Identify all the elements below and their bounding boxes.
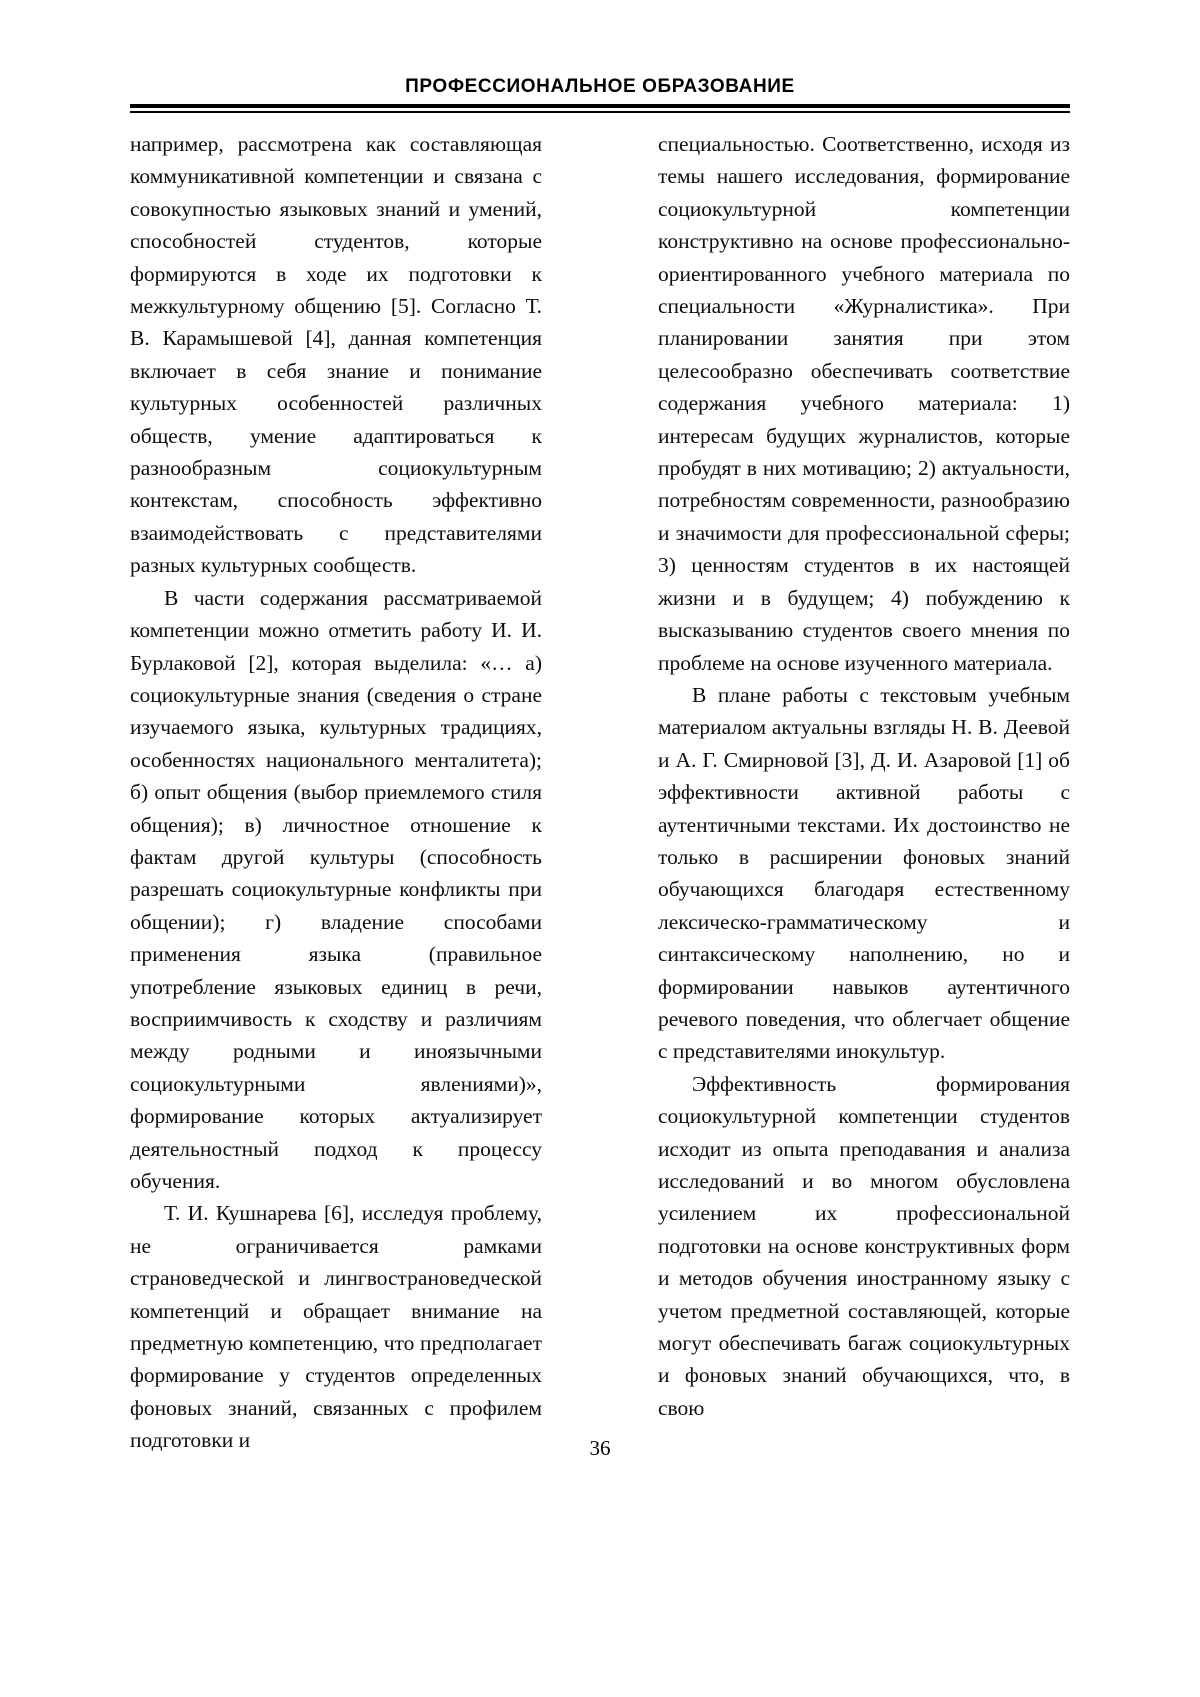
page-number: 36 [589,1436,611,1460]
paragraph: например, рассмотрена как составляющая коммуникативной компетенции и связана с совокупностью языковых знаний и умений, способностей студентов, которые формируются в ходе их подготовки к межкультурному общению [5]. Согласно Т. В. Карамышевой [4], данная компетенция включает в себя знание и понимание культурных особенностей различных обществ, умение адаптироваться к разнообразным социокультурным контекстам, способность эффективно взаимодействовать с представителями разных культурных сообществ. [130,132,542,578]
two-column-body [130,128,1070,1457]
paragraph: В части содержания рассматриваемой компетенции можно отметить работу И. И. Бурлаковой [2], которая выделила: «… а) социокультурные знания (сведения о стране изучаемого языка, культурных традициях, особенностях национального менталитета); б) опыт общения (выбор приемлемого стиля общения); в) личностное отношение к фактам другой культуры (способность разрешать социокультурные конфликты при общении); г) владение способами применения языка (правильное употребление языковых единиц в речи, восприимчивость к сходству и различиям между родными и иноязычными социокультурными явлениями)», формирование которых актуализирует деятельностный подход к процессу обучения. [130,585,542,1193]
paragraph: Эффективность формирования социокультурной компетенции студентов исходит из опыта преподавания и анализа исследований и во многом обусловлена усилением их профессиональной подготовки на основе конструктивных форм и методов обучения иностранному языку с учетом предметной составляющей, которые могут обеспечивать багаж социокультурных и фоновых знаний обучающихся, что, в свою [658,1071,1070,1420]
header-divider-thin-line [130,111,1070,113]
paragraph: специальностью. Соответственно, исходя из темы нашего исследования, формирование социокультурной компетенции конструктивно на основе профессионально-ориентированного учебного материала по специальности «Журналистика». При планировании занятия при этом целесообразно обеспечивать соответствие содержания учебного материала: 1) интересам будущих журналистов, которые пробудят в них мотивацию; 2) актуальности, потребностям современности, разнообразию и значимости для профессиональной сферы; 3) ценностям студентов в их настоящей жизни и в будущем; 4) побуждению к высказыванию студентов своего мнения по проблеме на основе изученного материала. [658,132,1070,675]
left-column [130,128,542,1457]
right-column [658,128,1070,1457]
paragraph: Т. И. Кушнарева [6], исследуя проблему, не ограничивается рамками страноведческой и лингвострановедческой компетенций и обращает внимание на предметную компетенцию, что предполагает формирование у студентов определенных фоновых знаний, связанных с профилем подготовки и [130,1201,542,1453]
header-divider [130,104,1070,113]
page-running-head: ПРОФЕССИОНАЛЬНОЕ ОБРАЗОВАНИЕ [405,76,795,97]
paragraph: В плане работы с текстовым учебным материалом актуальны взгляды Н. В. Деевой и А. Г. Смирновой [3], Д. И. Азаровой [1] об эффективности активной работы с аутентичными текстами. Их достоинство не только в расширении фоновых знаний обучающихся благодаря естественному лексическо-грамматическому и синтаксическому наполнению, но и формировании навыков аутентичного речевого поведения, что облегчает общение с представителями инокультур. [658,682,1070,1064]
